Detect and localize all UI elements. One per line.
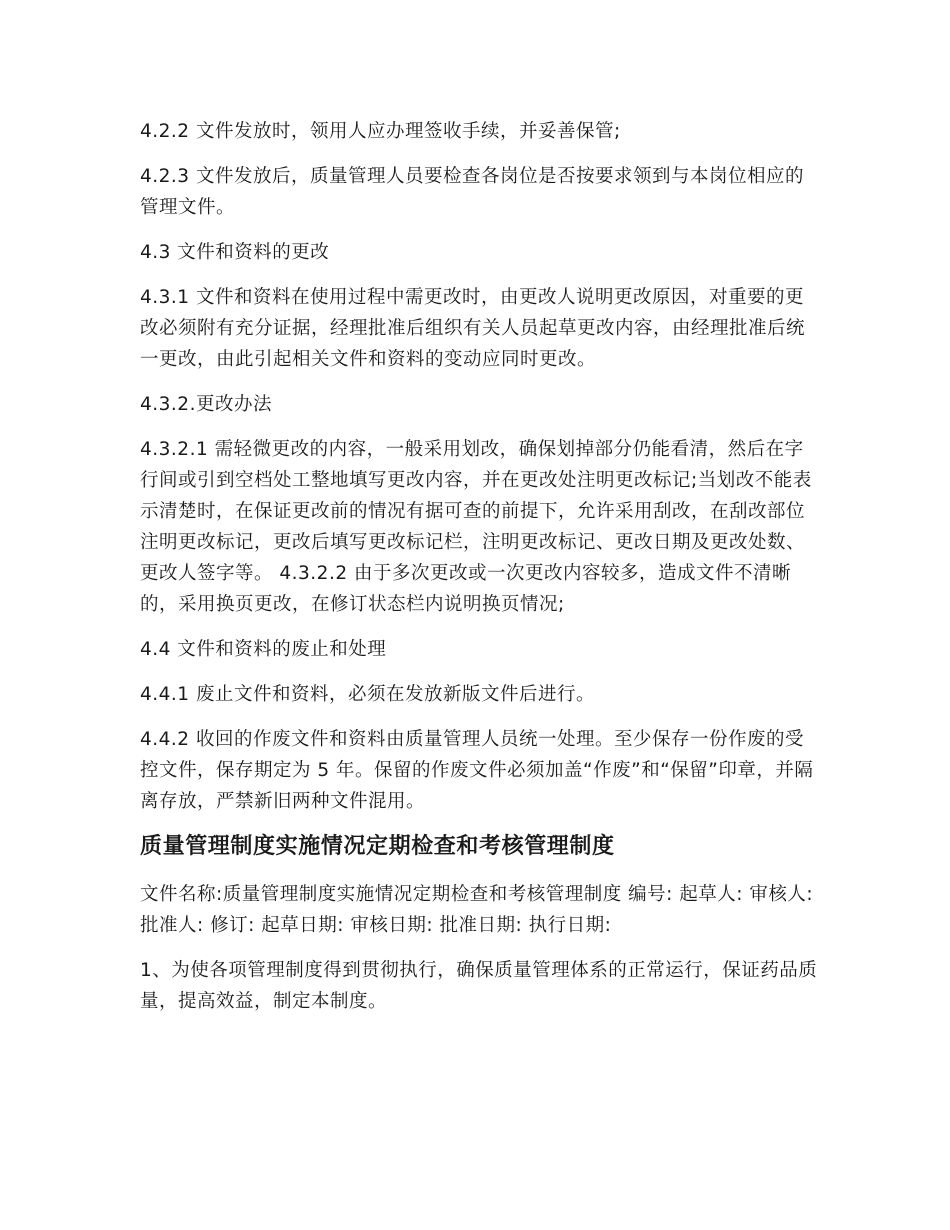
heading-4-3-2: 4.3.2.更改办法 [140, 394, 272, 415]
paragraph-item-1: 1、为使各项管理制度得到贯彻执行，确保质量管理体系的正常运行，保证药品质量，提高效益，制定本制度。 [140, 960, 818, 1012]
document-meta-paragraph: 文件名称:质量管理制度实施情况定期检查和考核管理制度 编号: 起草人: 审核人: 批准人: 修订: 起草日期: 审核日期: 批准日期: 执行日期: [140, 884, 814, 936]
heading-4-4: 4.4 文件和资料的废止和处理 [140, 639, 387, 660]
paragraph-4-4-1: 4.4.1 废止文件和资料，必须在发放新版文件后进行。 [140, 684, 595, 705]
paragraph-4-2-2: 4.2.2 文件发放时，领用人应办理签收手续，并妥善保管; [140, 121, 621, 142]
paragraph-4-3-1: 4.3.1 文件和资料在使用过程中需更改时，由更改人说明更改原因，对重要的更改必须附有充分证据，经理批准后组织有关人员起草更改内容，由经理批准后统一更改，由此引起相关文件和资料的变动应同时更改。 [140, 287, 806, 370]
section-title: 质量管理制度实施情况定期检查和考核管理制度 [140, 834, 615, 859]
paragraph-4-4-2: 4.4.2 收回的作废文件和资料由质量管理人员统一处理。至少保存一份作废的受控文件，保存期定为 5 年。保留的作废文件必须加盖“作废”和“保留”印章，并隔离存放，严禁新旧两种文件混用。 [140, 729, 814, 812]
paragraph-4-3-2-1: 4.3.2.1 需轻微更改的内容，一般采用划改，确保划掉部分仍能看清，然后在字行间或引到空档处工整地填写更改内容，并在更改处注明更改标记;当划改不能表示清楚时，在保证更改前的情况有据可查的前提下，允许采用刮改，在刮改部位注明更改标记，更改后填写更改标记栏，注明更改标记、更改日期及更改处数、更改人签字等。 4.3.2.2 由于多次更改或一次更改内容较多，造成文件不清晰的，采用换页更改，在修订状态栏内说明换页情况; [140, 439, 812, 615]
paragraph-4-2-3: 4.2.3 文件发放后，质量管理人员要检查各岗位是否按要求领到与本岗位相应的管理文件。 [140, 166, 804, 218]
document-page [140, 116, 820, 1031]
heading-4-3: 4.3 文件和资料的更改 [140, 242, 330, 263]
